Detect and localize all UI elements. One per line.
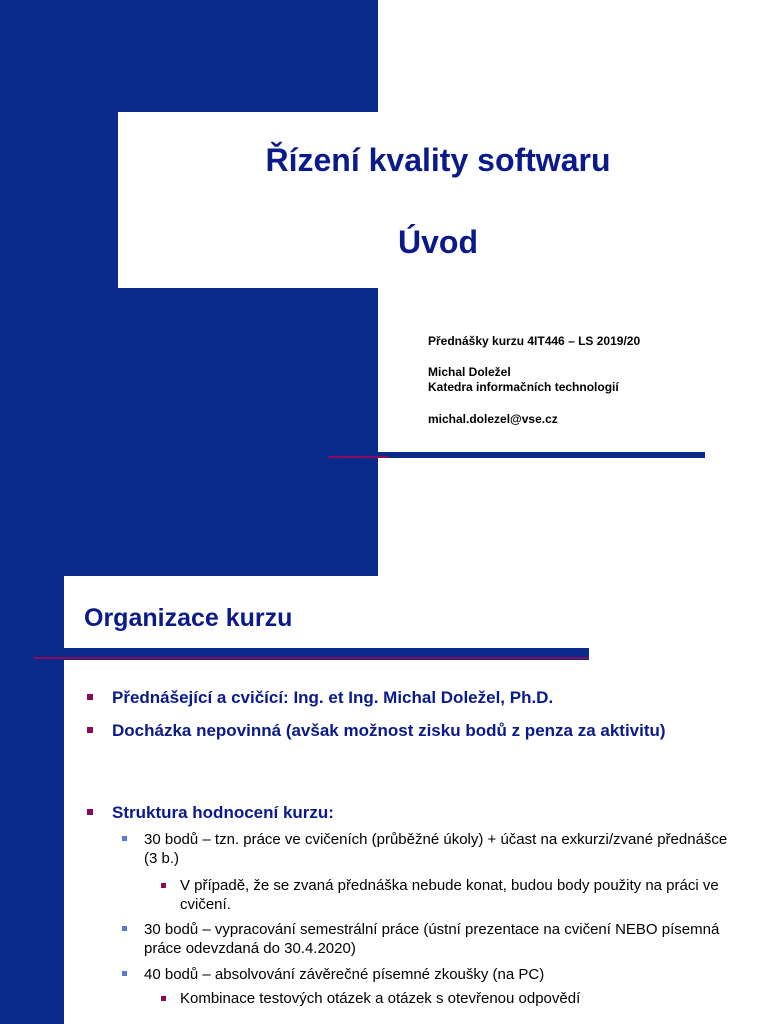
bullet-lecturer: Přednášející a cvičící: Ing. et Ing. Michal Doležel, Ph.D.: [112, 686, 712, 709]
blue-panel: [0, 0, 378, 576]
bullet-attendance: Docházka nepovinná (avšak možnost zisku bodů z penza za aktivitu): [112, 719, 672, 742]
slide-heading: Organizace kurzu: [84, 604, 293, 632]
author-email: michal.dolezel@vse.cz: [428, 412, 558, 426]
slide-subtitle-text: Úvod: [398, 224, 478, 260]
bullet-evaluation: Struktura hodnocení kurzu:: [112, 801, 712, 824]
department-name: Katedra informačních technologií: [428, 380, 619, 394]
sub-item-exam: 40 bodů – absolvování závěrečné písemné zkoušky (na PC): [144, 965, 744, 984]
divider-accent: [328, 456, 388, 458]
sub-item-semestral: 30 bodů – vypracování semestrální práce (ústní prezentace na cvičení NEBO písemná práce odevzdaná do 30.4.2020): [144, 920, 744, 958]
sub-sub-item-exam-format: Kombinace testových otázek a otázek s otevřenou odpovědí: [180, 989, 740, 1008]
blue-sidebar: [0, 576, 64, 1024]
sub-sub-item-note: V případě, že se zvaná přednáška nebude konat, budou body použity na práci ve cvičení.: [180, 876, 740, 914]
slide-organization: [0, 576, 768, 1024]
author-name: Michal Doležel: [428, 365, 511, 379]
sub-item-practice: 30 bodů – tzn. práce ve cvičeních (průběžné úkoly) + účast na exkurzi/zvané přednášce (3 b.): [144, 830, 744, 868]
heading-rule-accent: [34, 657, 589, 659]
course-line: Přednášky kurzu 4IT446 – LS 2019/20: [428, 334, 641, 348]
title-box: [118, 112, 678, 288]
slide-title-text: Řízení kvality softwaru: [265, 142, 611, 178]
